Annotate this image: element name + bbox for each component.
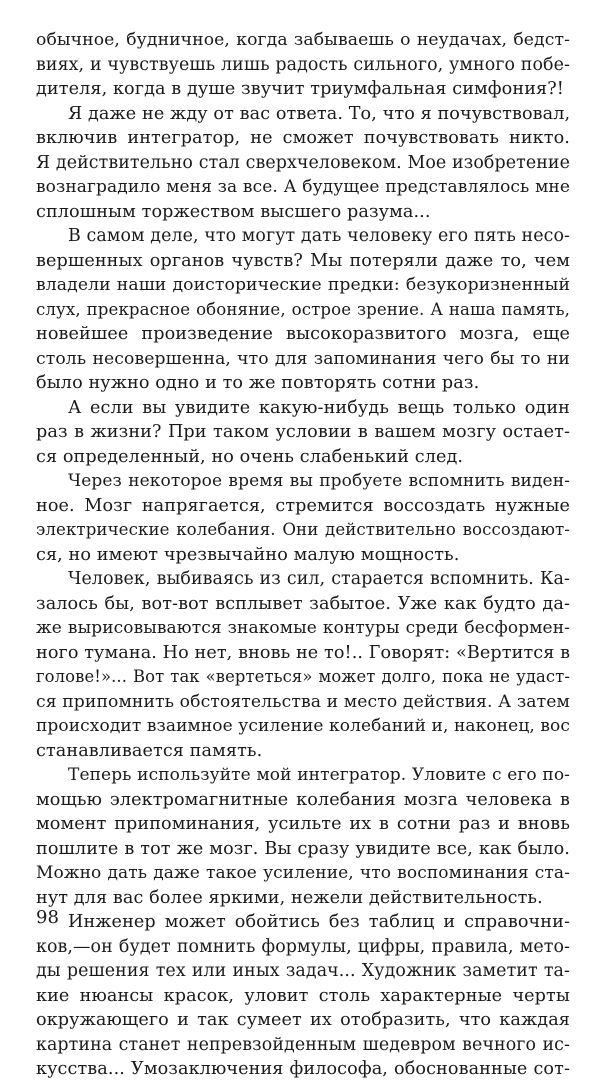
text-line: картина станет непревзойденным шедевром вечного ис-: [36, 1034, 570, 1055]
page-number: 98: [36, 907, 59, 928]
text-line: столь несовершенна, что для запоминания чего бы то ни: [36, 348, 570, 369]
text-line: Через некоторое время вы пробуете вспомнить виден-: [68, 471, 570, 491]
text-line: виях, и чувствуешь лишь радость сильного, умного побе-: [36, 54, 570, 75]
text-line: Я действительно стал сверхчеловеком. Мое изобретение: [36, 152, 570, 173]
text-line: момент припоминания, усильте их в сотни раз и вновь: [36, 814, 570, 834]
text-line: кусства... Умозаключения философа, обоснованные сот-: [36, 1059, 570, 1079]
text-line: кие нюансы красок, уловит столь характерные черты: [36, 985, 570, 1006]
text-line: ное. Мозг напрягается, стремится воссоздать нужные: [36, 495, 570, 516]
text-line: мощью электромагнитные колебания мозга человека в: [36, 789, 570, 810]
text-line: ся, но имеют чрезвычайно малую мощность.: [36, 544, 460, 565]
paragraph: [36, 102, 570, 225]
paragraph: [36, 396, 570, 470]
text-line: станавливается память.: [36, 740, 263, 761]
text-line: электрические колебания. Они действительно воссоздают-: [36, 520, 570, 539]
text-line: Теперь используйте мой интегратор. Уловите с его по-: [68, 765, 570, 785]
text-line: слух, прекрасное обоняние, острое зрение. А наша память,: [36, 299, 570, 319]
text-line: окружающего и так сумеет их отобразить, что каждая: [36, 1010, 570, 1030]
paragraph: [36, 28, 570, 102]
text-line: сплошным торжеством высшего разума...: [36, 201, 431, 222]
text-line: Я даже не жду от вас ответа. То, что я почувствовал,: [68, 103, 571, 124]
paragraph: [36, 224, 570, 396]
text-line: ся припомнить обстоятельства и место действия. А затем: [36, 691, 570, 712]
text-line: Можно дать даже такое усиление, что воспоминания ста-: [36, 863, 570, 883]
text-line: ды решения тех или иных задач... Художник заметит та-: [36, 961, 570, 981]
text-line: ного тумана. Но нет, вновь не то!.. Говорят: «Вертится в: [36, 642, 571, 663]
text-line: раз в жизни? При таком условии в вашем мозгу остает-: [36, 422, 570, 442]
text-line: голове!»... Вот так «вертеться» может долго, пока не удаст-: [36, 667, 570, 686]
paragraph: [36, 469, 570, 567]
text-line: дителя, когда в душе звучит триумфальная симфония?!: [36, 79, 564, 99]
text-line: ся определенный, но очень слабенький след.: [36, 446, 464, 467]
text-line: ков,—он будет помнить формулы, цифры, правила, мето-: [36, 936, 570, 957]
text-line: обычное, будничное, когда забываешь о неудачах, бедст-: [36, 30, 570, 50]
text-line: же вырисовываются знакомые контуры среди бесформен-: [36, 618, 570, 638]
text-line: владели наши доисторические предки: безукоризненный: [36, 275, 570, 295]
text-line: новейшее произведение высокоразвитого мозга, еще: [36, 324, 570, 344]
text-line: В самом деле, что могут дать человеку его пять несо-: [68, 226, 570, 246]
text-line: пошлите в тот же мозг. Вы сразу увидите все, как было.: [36, 838, 570, 859]
text-line: А если вы увидите какую-нибудь вещь только один: [68, 397, 570, 418]
text-line: Инженер может обойтись без таблиц и справочни-: [68, 912, 570, 932]
text-line: залось бы, вот-вот всплывет забытое. Уже как будто да-: [36, 593, 570, 614]
text-line: Человек, выбиваясь из сил, старается вспомнить. Ка-: [68, 569, 570, 589]
text-line: включив интегратор, не сможет почувствовать никто.: [36, 128, 570, 148]
paragraph: [36, 910, 570, 1082]
paragraph: [36, 763, 570, 910]
paragraph: [36, 567, 570, 763]
text-line: нут для вас более яркими, нежели действительность.: [36, 887, 543, 908]
text-line: вознаградило меня за все. А будущее представлялось мне: [36, 177, 570, 197]
body-text: [36, 28, 570, 1082]
text-line: было нужно одно и то же повторять сотни раз.: [36, 373, 480, 393]
text-line: вершенных органов чувств? Мы потеряли даже то, чем: [36, 250, 570, 271]
text-line: происходит взаимное усиление колебаний и, наконец, вос: [36, 716, 570, 736]
